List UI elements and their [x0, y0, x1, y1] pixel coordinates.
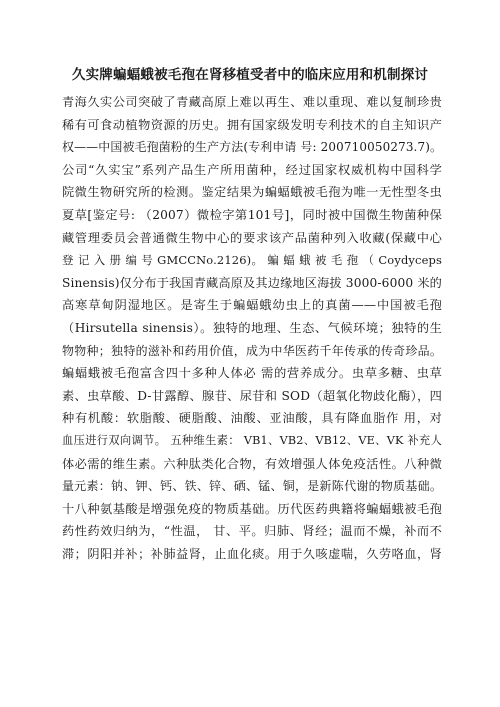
text-line: 登 记 入 册 编 号 GMCCNo.2126)。 蝙 蝠 蛾 被 毛 孢 （ Coydyceps — [62, 253, 442, 268]
text-line: 体必需的维生素。六种肽类化合物，有效增强人体免疫活性。八种微 — [62, 456, 442, 471]
body-paragraph — [62, 91, 442, 565]
text-line: 蝙蝠蛾被毛孢富含四十多种人体必 需的营养成分。虫草多糖、虫草 — [62, 366, 442, 381]
text-line: 权——中国被毛孢菌粉的生产方法(专利申请 号: 200710050273.7)。 — [62, 140, 443, 155]
text-line: 高寒草甸阴湿地区。是寄生于蝙蝠蛾幼虫上的真菌——中国被毛孢 — [62, 298, 442, 313]
text-line: 素、虫草酸、D-甘露醇、腺苷、尿苷和 SOD（超氧化物歧化酶），四 — [62, 388, 442, 403]
text-line: 十八种氨基酸是增强免疫的物质基础。历代医药典籍将蝙蝠蛾被毛孢 — [62, 501, 442, 516]
text-line: 种有机酸：软脂酸、硬脂酸、油酸、亚油酸，具有降血脂作 用，对 — [62, 411, 442, 426]
text-line: 滞；阴阳并补；补肺益肾，止血化痰。用于久咳虚喘，久劳咯血，肾 — [62, 546, 442, 561]
text-line: 藏管理委员会普通微生物中心的要求该产品菌种列入收藏(保藏中心 — [62, 230, 442, 245]
text-line: Sinensis)仅分布于我国青藏高原及其边缘地区海拔 3000-6000 米的 — [62, 275, 442, 290]
text-line: 血压进行双向调节。 五种维生素： VB1、VB2、VB12、VE、VK 补充人 — [62, 433, 442, 447]
text-line: 稀有可食动植物资源的历史。拥有国家级发明专利技术的自主知识产 — [62, 117, 442, 132]
text-line: 药性药效归纳为，“性温， 甘、平。归肺、肾经；温而不燥，补而不 — [62, 524, 442, 539]
document-title: 久实牌蝙蝠蛾被毛孢在肾移植受者中的临床应用和机制探讨 — [71, 67, 429, 83]
text-line: 青海久实公司突破了青藏高原上难以再生、难以重现、难以复制珍贵 — [62, 95, 442, 109]
text-line: 公司“久实宝”系列产品生产所用菌种，经过国家权威机构中国科学 — [62, 162, 442, 177]
text-line: 夏草[鉴定号: （2007）微检字第101号]，同时被中国微生物菌种保 — [62, 207, 442, 222]
text-line: （Hirsutella sinensis）。独特的地理、生态、气候环境；独特的生 — [62, 320, 442, 335]
text-line: 院微生物研究所的检测。鉴定结果为蝙蝠蛾被毛孢为唯一无性型冬虫 — [62, 185, 442, 200]
text-line: 量元素：钠、钾、钙、铁、锌、硒、锰、铜，是新陈代谢的物质基础。 — [62, 479, 442, 494]
text-line: 物物种；独特的滋补和药用价值，成为中华医药千年传承的传奇珍品。 — [62, 343, 442, 358]
